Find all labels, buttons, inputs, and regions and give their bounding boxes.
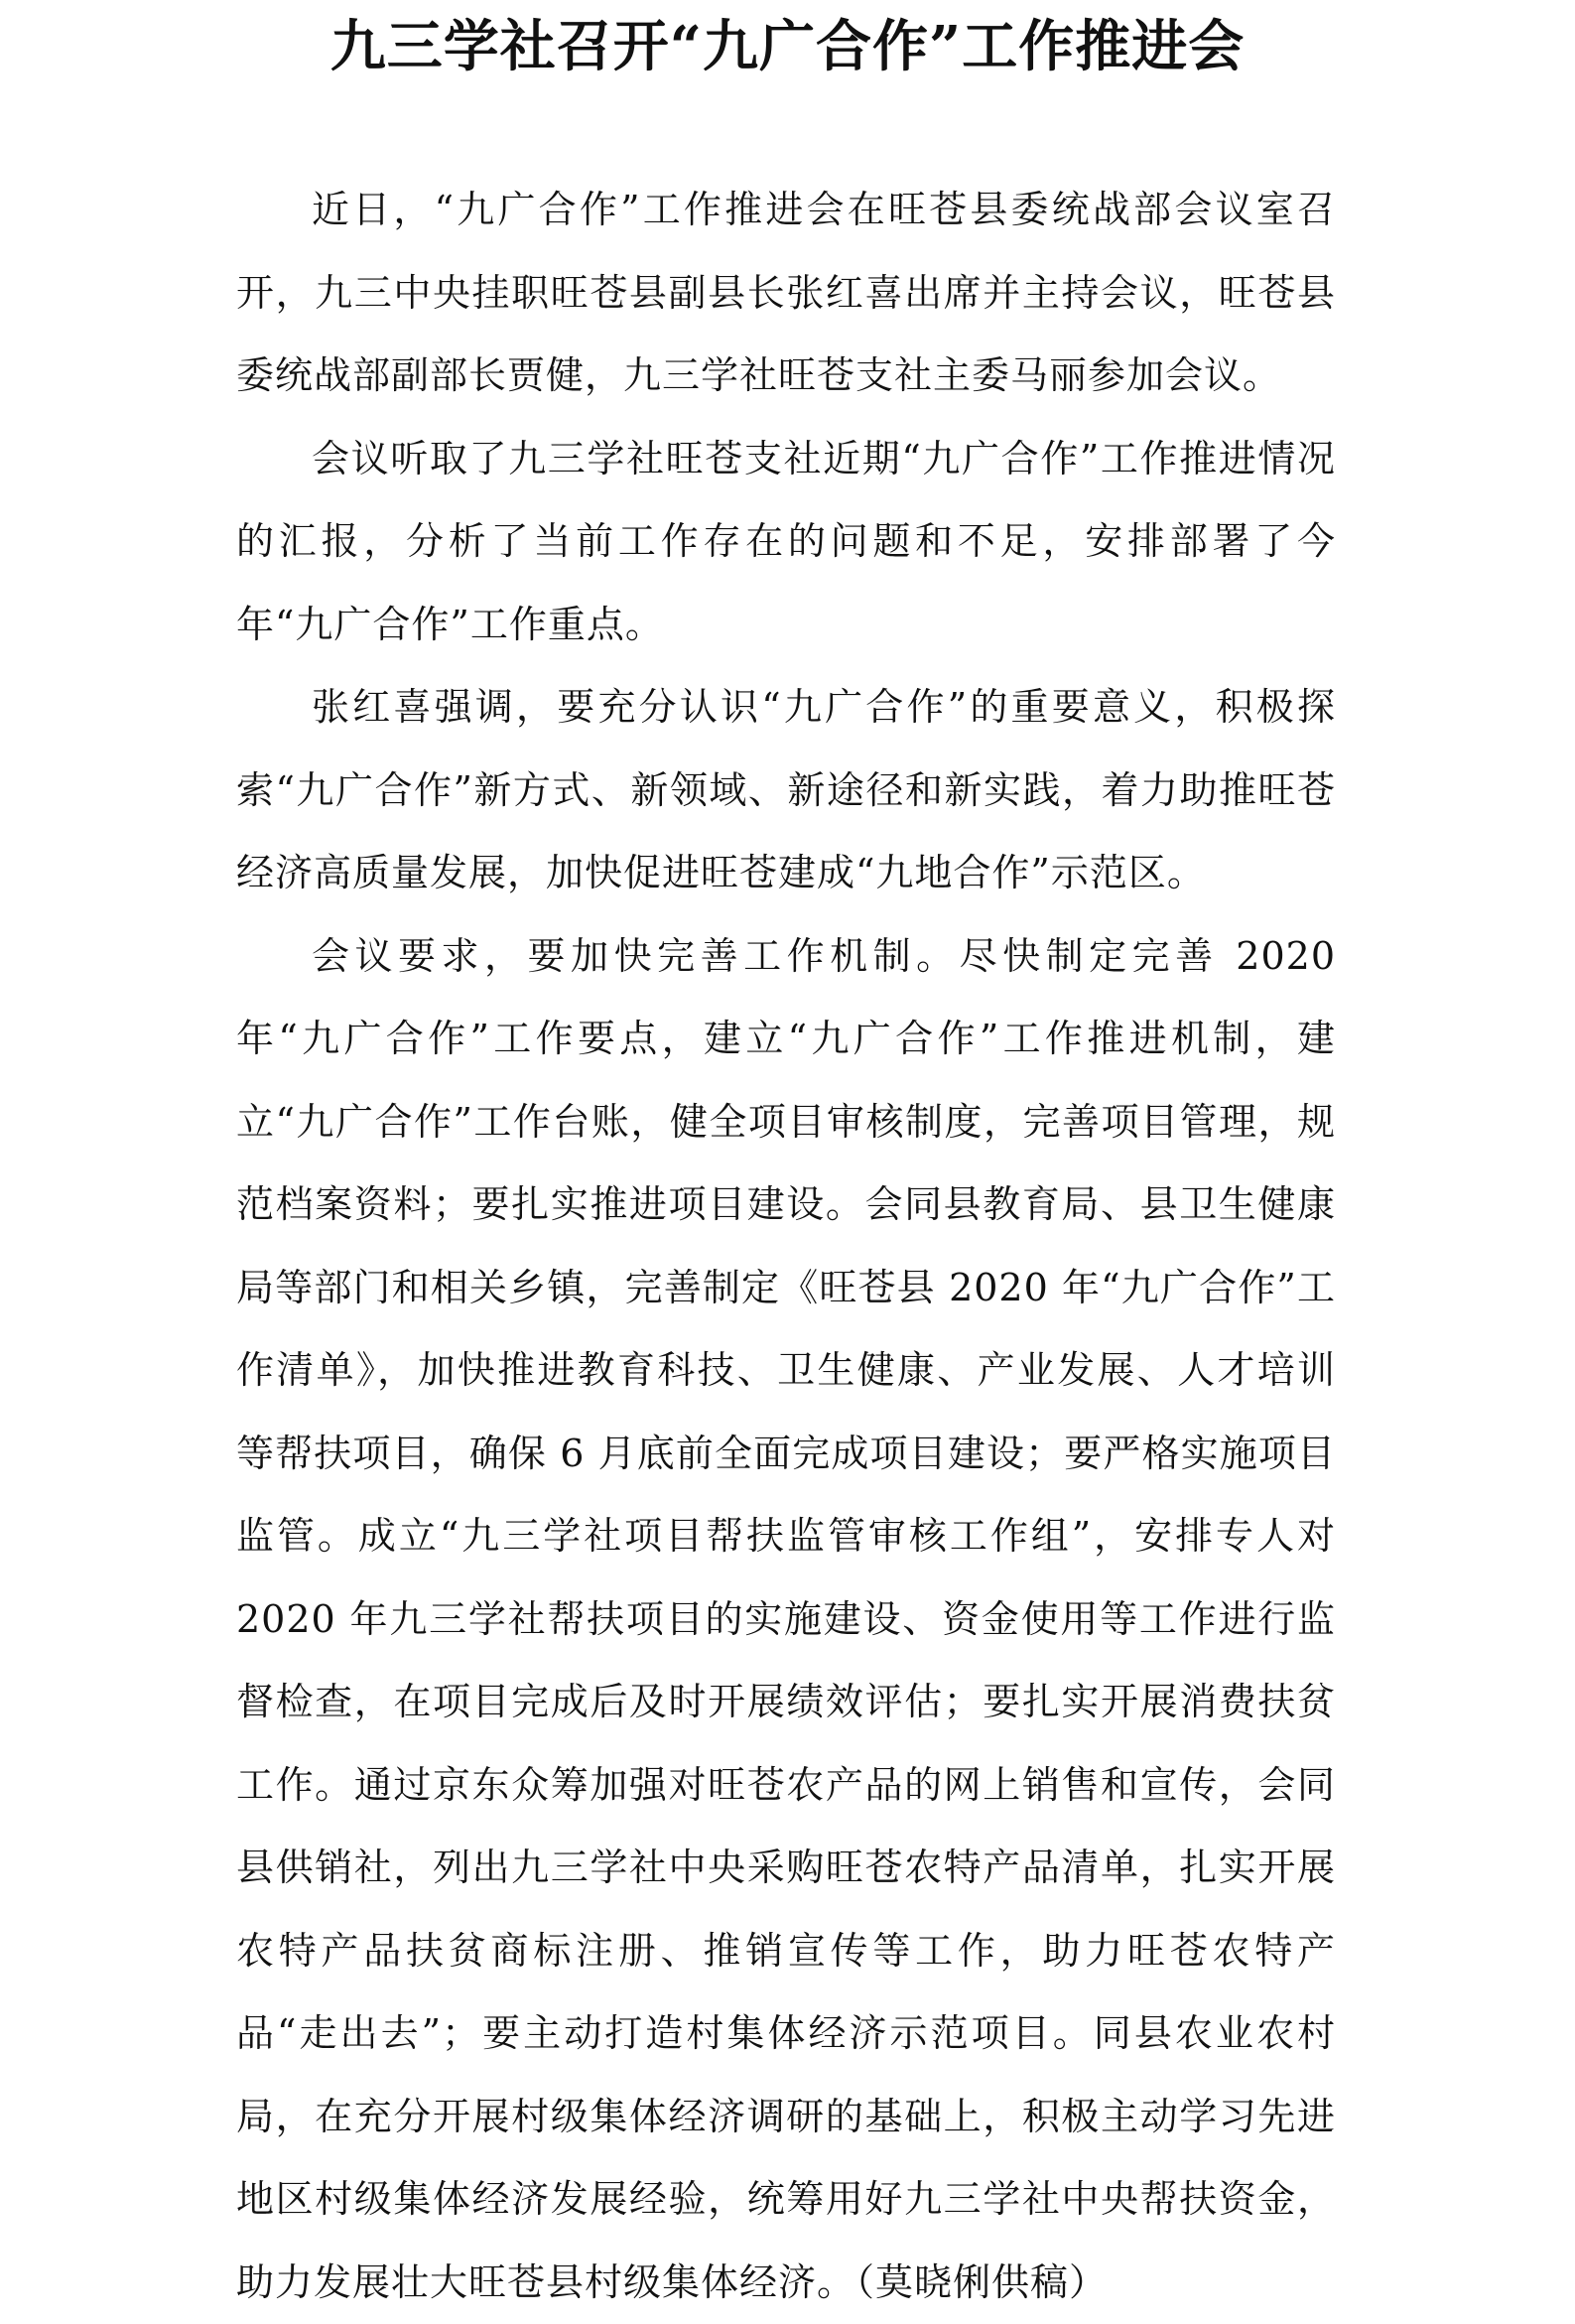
- paragraph-1: 近日，“九广合作”工作推进会在旺苍县委统战部会议室召开，九三中央挂职旺苍县副县长张红喜出席并主持会议，旺苍县委统战部副部长贾健，九三学社旺苍支社主委马丽参加会议。: [236, 169, 1336, 418]
- paragraph-2: 会议听取了九三学社旺苍支社近期“九广合作”工作推进情况的汇报，分析了当前工作存在的问题和不足，安排部署了今年“九广合作”工作重点。: [236, 418, 1336, 667]
- article-body: [236, 169, 1336, 2324]
- article-title: 九三学社召开“九广合作”工作推进会: [0, 12, 1575, 81]
- paragraph-3: 张红喜强调，要充分认识“九广合作”的重要意义，积极探索“九广合作”新方式、新领域、新途径和新实践，着力助推旺苍经济高质量发展，加快促进旺苍建成“九地合作”示范区。: [236, 666, 1336, 915]
- paragraph-4: 会议要求，要加快完善工作机制。尽快制定完善 2020 年“九广合作”工作要点，建立“九广合作”工作推进机制，建立“九广合作”工作台账，健全项目审核制度，完善项目管理，规范档案资料；要扎实推进项目建设。会同县教育局、县卫生健康局等部门和相关乡镇，完善制定《旺苍县 2020 年“九广合作”工作清单》，加快推进教育科技、卫生健康、产业发展、人才培训等帮扶项目，确保 6 月底前全面完成项目建设；要严格实施项目监管。成立“九三学社项目帮扶监管审核工作组”，安排专人对 2020 年九三学社帮扶项目的实施建设、资金使用等工作进行监督检查，在项目完成后及时开展绩效评估；要扎实开展消费扶贫工作。通过京东众筹加强对旺苍农产品的网上销售和宣传，会同县供销社，列出九三学社中央采购旺苍农特产品清单，扎实开展农特产品扶贫商标注册、推销宣传等工作，助力旺苍农特产品“走出去”；要主动打造村集体经济示范项目。同县农业农村局，在充分开展村级集体经济调研的基础上，积极主动学习先进地区村级集体经济发展经验，统筹用好九三学社中央帮扶资金，助力发展壮大旺苍县村级集体经济。（莫晓俐供稿）: [236, 915, 1336, 2324]
